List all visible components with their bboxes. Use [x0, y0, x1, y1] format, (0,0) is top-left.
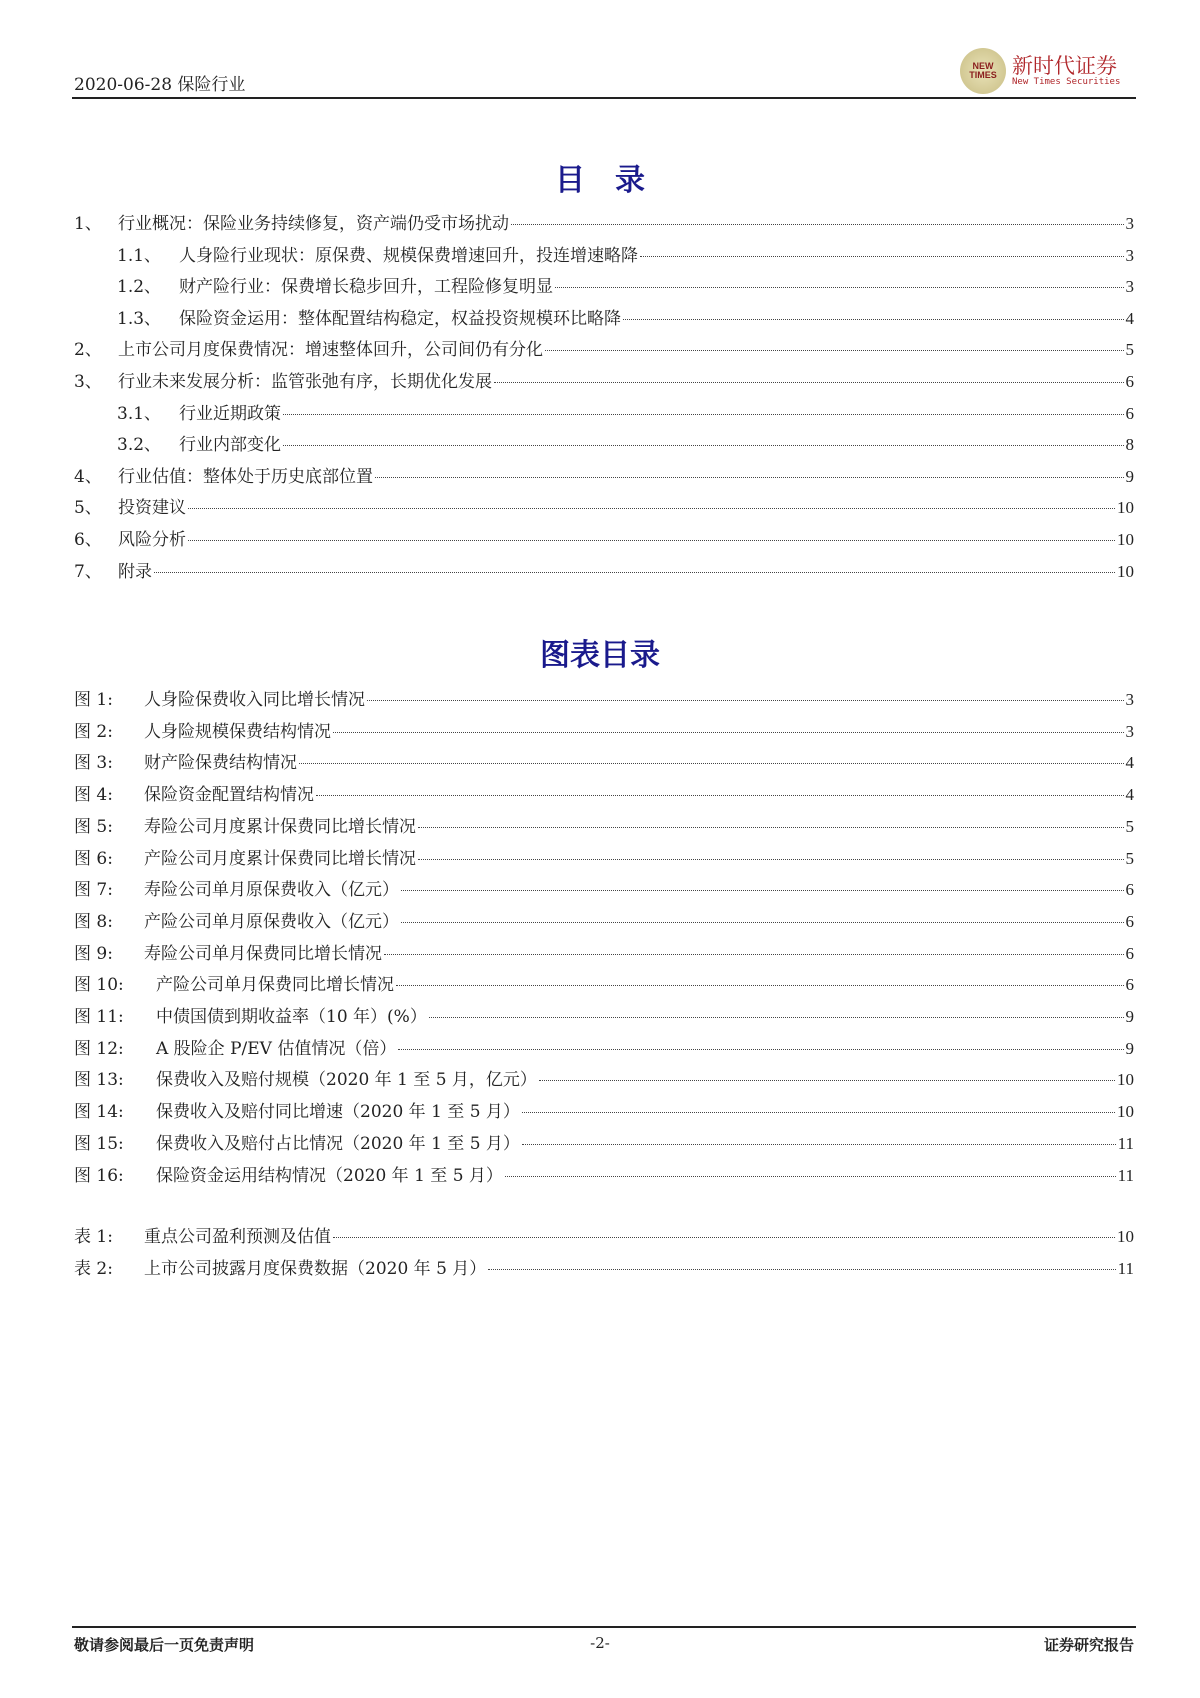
- entry-number: 2、: [74, 340, 102, 361]
- dot-leader: [522, 1144, 1116, 1145]
- entry-label: 财产险保费结构情况: [144, 753, 297, 774]
- figure-entry[interactable]: [74, 685, 1134, 709]
- dot-leader: [418, 827, 1124, 828]
- figure-entry[interactable]: [74, 1129, 1134, 1153]
- entry-label: 行业概况：保险业务持续修复，资产端仍受市场扰动: [118, 214, 509, 234]
- logo-cn: 新时代证券: [1012, 54, 1117, 78]
- figure-entry[interactable]: [74, 1065, 1134, 1089]
- entry-label: 中债国债到期收益率（10 年）(%）: [156, 1007, 427, 1027]
- entry-number: 图 14:: [74, 1102, 124, 1123]
- entry-label: 附录: [118, 561, 152, 582]
- entry-page: 5: [1125, 848, 1134, 868]
- dot-leader: [640, 256, 1124, 257]
- dot-leader: [188, 508, 1115, 509]
- entry-number: 图 10:: [74, 975, 124, 996]
- header-divider: [72, 97, 1136, 99]
- entry-label: 产险公司单月保费同比增长情况: [156, 975, 394, 996]
- figure-entry[interactable]: [74, 1002, 1134, 1026]
- entry-page: 6: [1125, 975, 1134, 995]
- entry-page: 11: [1117, 1133, 1134, 1153]
- entry-number: 图 13:: [74, 1070, 124, 1091]
- entry-page: 9: [1125, 1038, 1134, 1058]
- logo-emblem-icon: NEW TIMES: [960, 48, 1006, 94]
- entry-number: 图 11:: [74, 1007, 124, 1027]
- logo-en: New Times Securities: [1012, 77, 1121, 87]
- entry-number: 表 1:: [74, 1227, 113, 1247]
- dot-leader: [283, 445, 1124, 446]
- toc-title: 目 录: [555, 163, 645, 198]
- entry-page: 10: [1117, 498, 1134, 518]
- figure-entry[interactable]: [74, 939, 1134, 963]
- entry-page: 6: [1125, 403, 1134, 423]
- dot-leader: [283, 414, 1124, 415]
- entry-page: 6: [1125, 372, 1134, 391]
- entry-label: 产险公司月度累计保费同比增长情况: [144, 848, 416, 869]
- toc-entry[interactable]: [74, 493, 1134, 517]
- entry-label: 风险分析: [118, 530, 186, 550]
- dot-leader: [299, 763, 1124, 764]
- entry-page: 3: [1125, 277, 1134, 297]
- entry-page: 9: [1125, 466, 1134, 486]
- entry-number: 3.2、: [117, 435, 162, 456]
- entry-label: 上市公司披露月度保费数据（2020 年 5 月）: [144, 1258, 487, 1279]
- entry-label: 产险公司单月原保费收入（亿元）: [144, 911, 399, 932]
- figure-entry[interactable]: [74, 1034, 1134, 1058]
- dot-leader: [511, 224, 1124, 225]
- entry-label: 寿险公司单月保费同比增长情况: [144, 943, 382, 964]
- entry-label: 寿险公司月度累计保费同比增长情况: [144, 816, 416, 837]
- entry-page: 3: [1125, 721, 1134, 741]
- figure-list-title: 图表目录: [540, 638, 660, 673]
- footer-disclaimer: 敬请参阅最后一页免责声明: [74, 1636, 255, 1654]
- dot-leader: [333, 1237, 1115, 1238]
- entry-number: 1.2、: [117, 277, 162, 298]
- entry-number: 表 2:: [74, 1258, 113, 1279]
- entry-number: 3、: [74, 372, 102, 392]
- entry-label: 投资建议: [118, 498, 186, 519]
- entry-label: 保费收入及赔付占比情况（2020 年 1 至 5 月）: [156, 1133, 520, 1154]
- entry-page: 4: [1125, 753, 1134, 773]
- entry-label: 行业内部变化: [179, 435, 281, 456]
- entry-page: 10: [1117, 561, 1134, 581]
- entry-label: 财产险行业：保费增长稳步回升，工程险修复明显: [179, 277, 553, 298]
- dot-leader: [555, 287, 1124, 288]
- dot-leader: [401, 922, 1124, 923]
- entry-number: 图 3:: [74, 753, 113, 774]
- entry-number: 图 12:: [74, 1038, 124, 1059]
- dot-leader: [316, 795, 1124, 796]
- entry-label: 上市公司月度保费情况：增速整体回升，公司间仍有分化: [118, 340, 543, 361]
- entry-label: 行业估值：整体处于历史底部位置: [118, 466, 373, 487]
- entry-number: 图 6:: [74, 848, 113, 869]
- entry-number: 图 16:: [74, 1165, 124, 1186]
- dot-leader: [522, 1112, 1115, 1113]
- dot-leader: [396, 985, 1124, 986]
- toc-entry[interactable]: [74, 209, 1134, 233]
- table-entry[interactable]: [74, 1222, 1134, 1246]
- dot-leader: [375, 477, 1124, 478]
- entry-page: 9: [1125, 1007, 1134, 1026]
- toc-entry[interactable]: [74, 557, 1134, 581]
- entry-label: 重点公司盈利预测及估值: [144, 1227, 331, 1247]
- toc-entry[interactable]: [117, 272, 1134, 296]
- entry-label: 保险资金配置结构情况: [144, 785, 314, 806]
- dot-leader: [539, 1080, 1115, 1081]
- figure-entry[interactable]: [74, 875, 1134, 899]
- entry-page: 5: [1125, 340, 1134, 360]
- header-date-industry: 2020-06-28 保险行业: [74, 75, 246, 95]
- entry-page: 6: [1125, 880, 1134, 900]
- entry-label: 人身险保费收入同比增长情况: [144, 690, 365, 710]
- toc-entry[interactable]: [74, 367, 1134, 391]
- toc-entry[interactable]: [74, 462, 1134, 486]
- entry-label: 人身险规模保费结构情况: [144, 721, 331, 742]
- dot-leader: [545, 350, 1124, 351]
- entry-number: 图 1:: [74, 690, 113, 710]
- toc-entry[interactable]: [74, 525, 1134, 549]
- toc-entry[interactable]: [117, 430, 1134, 454]
- dot-leader: [494, 382, 1124, 383]
- entry-page: 3: [1125, 245, 1134, 265]
- entry-page: 3: [1125, 690, 1134, 709]
- figure-entry[interactable]: [74, 780, 1134, 804]
- entry-label: 保费收入及赔付同比增速（2020 年 1 至 5 月）: [156, 1102, 520, 1123]
- entry-number: 6、: [74, 530, 102, 550]
- entry-number: 5、: [74, 498, 102, 519]
- footer-divider: [72, 1626, 1136, 1628]
- entry-page: 6: [1125, 943, 1134, 963]
- entry-number: 1.3、: [117, 308, 162, 329]
- toc-entry[interactable]: [117, 304, 1134, 328]
- entry-page: 10: [1117, 1227, 1134, 1246]
- toc-entry[interactable]: [117, 399, 1134, 423]
- dot-leader: [488, 1269, 1115, 1270]
- entry-label: 寿险公司单月原保费收入（亿元）: [144, 880, 399, 901]
- page-number: -2-: [590, 1634, 610, 1652]
- entry-page: 10: [1117, 1070, 1134, 1090]
- entry-page: 3: [1125, 214, 1134, 233]
- entry-label: 保险资金运用结构情况（2020 年 1 至 5 月）: [156, 1165, 503, 1186]
- figure-entry[interactable]: [74, 1097, 1134, 1121]
- entry-page: 4: [1125, 308, 1134, 328]
- entry-label: 人身险行业现状：原保费、规模保费增速回升，投连增速略降: [179, 245, 638, 266]
- entry-label: 行业未来发展分析：监管张弛有序，长期优化发展: [118, 372, 492, 392]
- entry-number: 3.1、: [117, 403, 162, 424]
- entry-number: 图 4:: [74, 785, 113, 806]
- entry-number: 1.1、: [117, 245, 162, 266]
- dot-leader: [623, 319, 1124, 320]
- dot-leader: [188, 540, 1115, 541]
- entry-label: 保险资金运用：整体配置结构稳定，权益投资规模环比略降: [179, 308, 621, 329]
- dot-leader: [384, 954, 1124, 955]
- entry-number: 7、: [74, 561, 102, 582]
- dot-leader: [333, 732, 1124, 733]
- toc-entry[interactable]: [74, 335, 1134, 359]
- figure-entry[interactable]: [74, 748, 1134, 772]
- entry-label: 行业近期政策: [179, 403, 281, 424]
- entry-page: 11: [1117, 1165, 1134, 1185]
- entry-number: 1、: [74, 214, 102, 234]
- toc-entry[interactable]: [117, 241, 1134, 265]
- company-logo: [960, 48, 1120, 94]
- entry-label: 保费收入及赔付规模（2020 年 1 至 5 月，亿元）: [156, 1070, 537, 1091]
- figure-entry[interactable]: [74, 1161, 1134, 1185]
- entry-number: 图 5:: [74, 816, 113, 837]
- entry-page: 8: [1125, 435, 1134, 455]
- figure-entry[interactable]: [74, 844, 1134, 868]
- entry-number: 图 9:: [74, 943, 113, 964]
- dot-leader: [398, 1049, 1123, 1050]
- figure-entry[interactable]: [74, 717, 1134, 741]
- dot-leader: [154, 572, 1115, 573]
- entry-page: 4: [1125, 785, 1134, 805]
- entry-page: 6: [1125, 911, 1134, 931]
- figure-entry[interactable]: [74, 907, 1134, 931]
- entry-number: 图 8:: [74, 911, 113, 932]
- entry-number: 图 2:: [74, 721, 113, 742]
- figure-entry[interactable]: [74, 812, 1134, 836]
- entry-number: 图 15:: [74, 1133, 124, 1154]
- figure-entry[interactable]: [74, 970, 1134, 994]
- entry-page: 10: [1117, 1102, 1134, 1122]
- entry-number: 图 7:: [74, 880, 113, 901]
- dot-leader: [367, 700, 1124, 701]
- footer-report-type: 证券研究报告: [1043, 1636, 1134, 1654]
- entry-number: 4、: [74, 466, 102, 487]
- entry-page: 11: [1117, 1258, 1134, 1278]
- entry-label: A 股险企 P/EV 估值情况（倍）: [156, 1038, 397, 1059]
- dot-leader: [401, 890, 1124, 891]
- dot-leader: [429, 1017, 1124, 1018]
- table-entry[interactable]: [74, 1254, 1134, 1278]
- entry-page: 10: [1117, 530, 1134, 549]
- dot-leader: [505, 1176, 1116, 1177]
- dot-leader: [418, 859, 1124, 860]
- entry-page: 5: [1125, 816, 1134, 836]
